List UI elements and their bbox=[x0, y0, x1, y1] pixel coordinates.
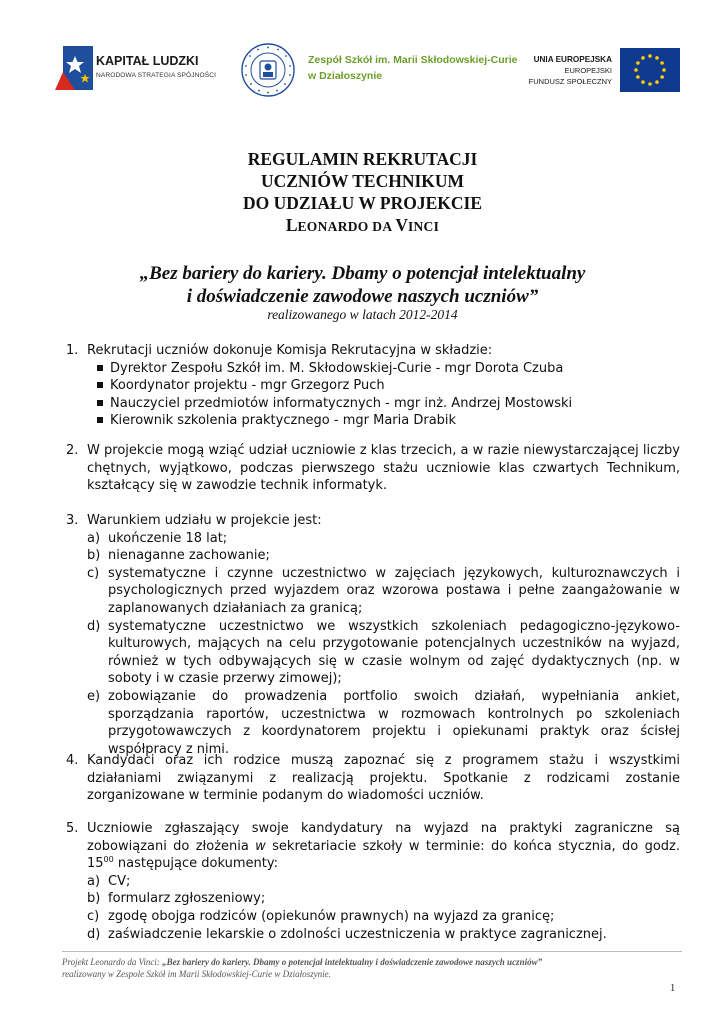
kapital-ludzki-logo bbox=[55, 46, 215, 90]
eu-text-block bbox=[529, 54, 612, 87]
list-item: c) systematyczne i czynne uczestnictwo w zajęciach językowych, kulturoznawczych i psychologicznych przed wyjazdem oraz wzorowa postawa i pełne zaangażowanie w zaplanowanych działaniach za granicą; bbox=[87, 565, 680, 616]
section-text: Rekrutacji uczniów dokonuje Komisja Rekrutacyjna w składzie: bbox=[87, 343, 493, 358]
school-logo bbox=[240, 40, 518, 100]
footer-divider bbox=[62, 951, 682, 952]
bullet-square-icon bbox=[97, 365, 103, 371]
list-item: b) nienaganne zachowanie; bbox=[87, 548, 270, 564]
list-item: d) zaświadczenie lekarskie o zdolności uczestniczenia w praktyce zagranicznej. bbox=[87, 926, 607, 942]
section-3 bbox=[66, 512, 680, 758]
title-line-3: DO UDZIAŁU W PROJEKCIE bbox=[242, 193, 483, 213]
section-text: Warunkiem udziału w projekcie jest: bbox=[87, 513, 322, 528]
documents-list bbox=[87, 873, 680, 943]
list-item: Dyrektor Zespołu Szkół im. M. Skłodowskiej-Curie - mgr Dorota Czuba bbox=[87, 360, 680, 378]
bullet-square-icon bbox=[97, 417, 103, 423]
motto-line-1: „Bez bariery do kariery. Dbamy o potencjał intelektualny bbox=[139, 263, 586, 284]
section-text: Kandydaci oraz ich rodzice muszą zapoznać się z programem stażu i wszystkimi działaniami związanymi z realizacją projektu. Spotkanie z rodzicami zostanie zorganizowane w terminie podanym do wiadomości uczniów. bbox=[87, 753, 680, 804]
section-4 bbox=[66, 752, 680, 805]
kapital-ludzki-mark-icon bbox=[55, 46, 93, 90]
document-title bbox=[0, 148, 725, 238]
bullet-square-icon bbox=[97, 382, 103, 388]
realization-period: realizowanego w latach 2012-2014 bbox=[267, 307, 458, 322]
project-motto bbox=[0, 262, 725, 308]
kapital-ludzki-subtitle: NARODOWA STRATEGIA SPÓJNOŚCI bbox=[96, 72, 217, 79]
page-number: 1 bbox=[670, 983, 676, 994]
conditions-list bbox=[87, 530, 680, 759]
list-item: Kierownik szkolenia praktycznego - mgr Maria Drabik bbox=[87, 412, 680, 430]
section-number: 4. bbox=[66, 753, 79, 768]
footer-line-1: Projekt Leonardo da Vinci: „Bez bariery do kariery. Dbamy o potencjał intelektualny i doświadczenie zawodowe naszych uczniów” bbox=[62, 957, 543, 967]
motto-line-2: i doświadczenie zawodowe naszych uczniów” bbox=[186, 286, 539, 307]
eu-flag-icon bbox=[620, 48, 680, 92]
list-item: e) zobowiązanie do prowadzenia portfolio swoich działań, wypełniania ankiet, sporządzania raportów, uczestnictwa w rozmowach kontrolnych po szkoleniach przygotowawczych z koordynatorem projektu i opiekunami praktyk oraz ścisłej współpracy z nimi. bbox=[87, 688, 680, 757]
school-seal-icon bbox=[240, 42, 296, 98]
section-text: W projekcie mogą wziąć udział uczniowie z klas trzecich, a w razie niewystarczającej liczby chętnych, wyjątkowo, podczas pierwszego stażu uczniowie klas czwartych Technikum, kształcący się w zawodzie technik informatyk. bbox=[87, 443, 680, 494]
list-item: b) formularz zgłoszeniowy; bbox=[87, 891, 266, 907]
eu-subtitle-2: FUNDUSZ SPOŁECZNY bbox=[528, 77, 612, 86]
section-text: Uczniowie zgłaszający swoje kandydatury na wyjazd na praktyki zagraniczne są zobowiązani do złożenia w sekretariacie szkoły w terminie: do końca stycznia, do godz. $15^{00}$ następujące dokumenty: bbox=[87, 821, 680, 872]
list-item: Nauczyciel przedmiotów informatycznych - mgr inż. Andrzej Mostowski bbox=[87, 395, 680, 413]
eu-title: UNIA EUROPEJSKA bbox=[533, 55, 612, 64]
page-footer bbox=[62, 956, 682, 980]
kapital-ludzki-title: KAPITAŁ LUDZKI bbox=[96, 54, 199, 68]
footer-line-2: realizowany w Zespole Szkół im Marii Skłodowskiej-Curie w Działoszynie. bbox=[62, 969, 331, 979]
list-item: a) ukończenie 18 lat; bbox=[87, 530, 228, 546]
school-name-line1: Zespół Szkół im. Marii Skłodowskiej-Curie bbox=[308, 54, 518, 66]
section-1 bbox=[66, 342, 680, 430]
section-2 bbox=[66, 442, 680, 495]
title-line-4: LEONARDO DA VINCI bbox=[285, 215, 440, 235]
section-number: 1. bbox=[66, 343, 79, 358]
page-header bbox=[0, 40, 725, 100]
section-number: 5. bbox=[66, 821, 79, 836]
section-5 bbox=[66, 820, 680, 943]
list-item: d) systematyczne uczestnictwo we wszystkich szkoleniach pedagogiczno-językowo-kulturowych, mających na celu przygotowanie potencjalnych uczestników na wyjazd, również w tych odbywających się w czasie wolnym od zajęć dydaktycznych (np. w soboty i w czasie przerwy zimowej); bbox=[87, 618, 680, 687]
school-name-line2: w Działoszynie bbox=[308, 70, 383, 82]
section-number: 2. bbox=[66, 443, 79, 458]
eu-subtitle-1: EUROPEJSKI bbox=[564, 66, 612, 75]
bullet-square-icon bbox=[97, 400, 103, 406]
list-item: Koordynator projektu - mgr Grzegorz Puch bbox=[87, 377, 680, 395]
section-number: 3. bbox=[66, 513, 79, 528]
committee-list bbox=[87, 360, 680, 430]
title-line-1: REGULAMIN REKRUTACJI bbox=[247, 149, 478, 169]
eu-logo bbox=[520, 48, 680, 94]
list-item: a) CV; bbox=[87, 873, 131, 889]
title-line-2: UCZNIÓW TECHNIKUM bbox=[260, 171, 465, 191]
list-item: c) zgodę obojga rodziców (opiekunów prawnych) na wyjazd za granicę; bbox=[87, 908, 555, 924]
